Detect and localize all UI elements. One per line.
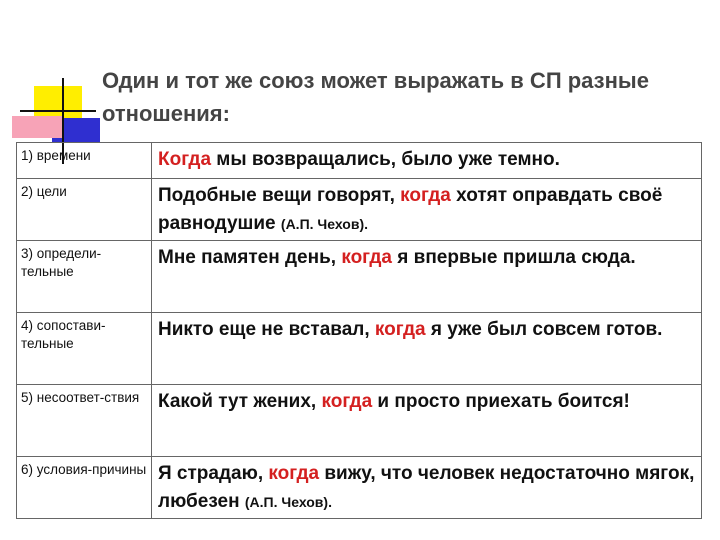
relation-type: 5) несоответ-ствия [17, 385, 152, 457]
example-sentence: Подобные вещи говорят, когда хотят оправдать своё равнодушие (А.П. Чехов). [152, 179, 702, 241]
conjunction-highlight: когда [374, 319, 426, 340]
conjunction-highlight: когда [341, 247, 392, 268]
relation-type: 6) условия-причины [17, 457, 152, 519]
table-row [17, 457, 702, 519]
table-row [17, 143, 702, 179]
example-sentence: Никто еще не вставал, когда я уже был совсем готов. [152, 313, 702, 385]
example-sentence: Я страдаю, когда вижу, что человек недостаточно мягок, любезен (А.П. Чехов). [152, 457, 702, 519]
table-row [17, 241, 702, 313]
conjunction-highlight: Когда [158, 149, 212, 170]
conjunction-highlight: когда [400, 185, 451, 206]
decor-pink-rect [12, 116, 64, 138]
relation-type: 1) времени [17, 143, 152, 179]
source-citation: (А.П. Чехов). [280, 216, 368, 232]
relations-table [16, 142, 702, 519]
example-sentence: Какой тут жених, когда и просто приехать боится! [152, 385, 702, 457]
slide-title: Один и тот же союз может выражать в СП разные отношения: [102, 68, 649, 126]
conjunction-highlight: когда [268, 463, 320, 484]
example-sentence: Когда мы возвращались, было уже темно. [152, 143, 702, 179]
decor-horizontal-line [20, 110, 96, 112]
conjunction-highlight: когда [321, 391, 373, 412]
example-sentence: Мне памятен день, когда я впервые пришла сюда. [152, 241, 702, 313]
relation-type: 2) цели [17, 179, 152, 241]
relation-type: 4) сопостави-тельные [17, 313, 152, 385]
table-row [17, 313, 702, 385]
table-row [17, 385, 702, 457]
source-citation: (А.П. Чехов). [244, 494, 332, 510]
table-row [17, 179, 702, 241]
relation-type: 3) определи-тельные [17, 241, 152, 313]
